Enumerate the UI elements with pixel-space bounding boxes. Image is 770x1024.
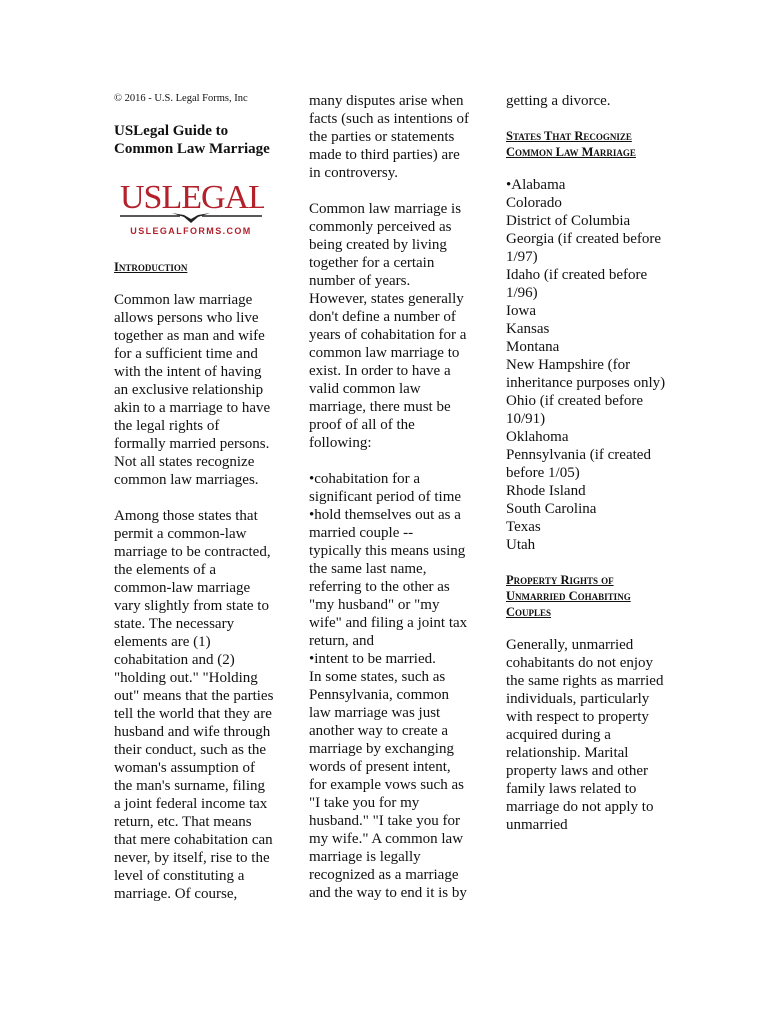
intro-paragraph-4: In some states, such as Pennsylvania, common law marriage was just another way to create a marriage by exchanging words of present intent, for example vows such as "I take you for my husband." "I take you for my wife." A common law marriage is legally recognized as a marriage and the way to end it is by (309, 669, 467, 901)
requirements-list (309, 470, 469, 902)
column-2 (309, 92, 469, 920)
state-item: Texas (506, 519, 541, 535)
state-item: Pennsylvania (if created before 1/05) (506, 447, 651, 481)
uslegal-logo (118, 176, 264, 238)
column-1 (114, 92, 274, 921)
state-item: South Carolina (506, 501, 597, 517)
introduction-heading: Introduction (114, 260, 188, 274)
state-item: Rhode Island (506, 483, 586, 499)
column-3 (506, 92, 666, 852)
intro-paragraph-2-text: Among those states that permit a common-law marriage to be contracted, the elements of a common-law marriage vary slightly from state to state. The necessary elements are (1) cohabitation and (2) "holding out." "Holding out" means that the parties tell the world that they are husband and wife through their conduct, such as the woman's assumption of the man's surname, filing a joint federal income tax return, etc. That means that mere cohabitation can never, by itself, rise to the level of constituting a marriage. Of course, (114, 508, 274, 902)
intro-paragraph-3: Common law marriage is commonly perceived as being created by living together for a certain number of years. However, states generally don't define a number of years of cohabitation for a common law marriage to exist. In order to have a valid common law marriage, there must be proof of all of the following: (309, 201, 467, 451)
guide-title: USLegal Guide to Common Law Marriage (114, 123, 270, 157)
property-paragraph-1: Generally, unmarried cohabitants do not enjoy the same rights as married individuals, particularly with respect to property acquired during a relationship. Marital property laws and other family laws related to marriage do not apply to unmarried (506, 637, 664, 833)
svg-text:USLEGALFORMS.COM: USLEGALFORMS.COM (130, 226, 252, 236)
requirement-item: •intent to be married. (309, 651, 436, 667)
copyright-notice: © 2016 - U.S. Legal Forms, Inc (114, 93, 248, 104)
state-item: Georgia (if created before 1/97) (506, 231, 662, 265)
state-item: Idaho (if created before 1/96) (506, 267, 648, 301)
intro-paragraph-2 (114, 507, 274, 903)
state-item: Ohio (if created before 10/91) (506, 393, 644, 427)
state-item: Colorado (506, 195, 562, 211)
intro-paragraph-2-text-continued: many disputes arise when facts (such as intentions of the parties or statements made to third parties) are in controversy. (309, 93, 469, 181)
states-heading: States That Recognize Common Law Marriage (506, 129, 636, 159)
states-list (506, 176, 666, 554)
state-item: Utah (506, 537, 536, 553)
requirement-item: •hold themselves out as a married couple -- typically this means using the same last name, referring to the other as "my husband" or "my wife" and filing a joint tax return, and (309, 507, 468, 649)
property-heading: Property Rights of Unmarried Cohabiting Couples (506, 573, 631, 619)
state-item: Oklahoma (506, 429, 569, 445)
state-item: •Alabama (506, 177, 566, 193)
state-item: Kansas (506, 321, 550, 337)
state-item: District of Columbia (506, 213, 631, 229)
svg-text:USLEGAL: USLEGAL (120, 179, 264, 216)
intro-paragraph-4-continued: getting a divorce. (506, 93, 611, 109)
state-item: New Hampshire (for inheritance purposes only) (506, 357, 666, 391)
intro-paragraph-1: Common law marriage allows persons who live together as man and wife for a sufficient time and with the intent of having an exclusive relationship akin to a marriage to have the legal rights of formally married persons. Not all states recognize common law marriages. (114, 292, 271, 488)
state-item: Iowa (506, 303, 536, 319)
state-item: Montana (506, 339, 560, 355)
requirement-item: •cohabitation for a significant period of time (309, 471, 462, 505)
